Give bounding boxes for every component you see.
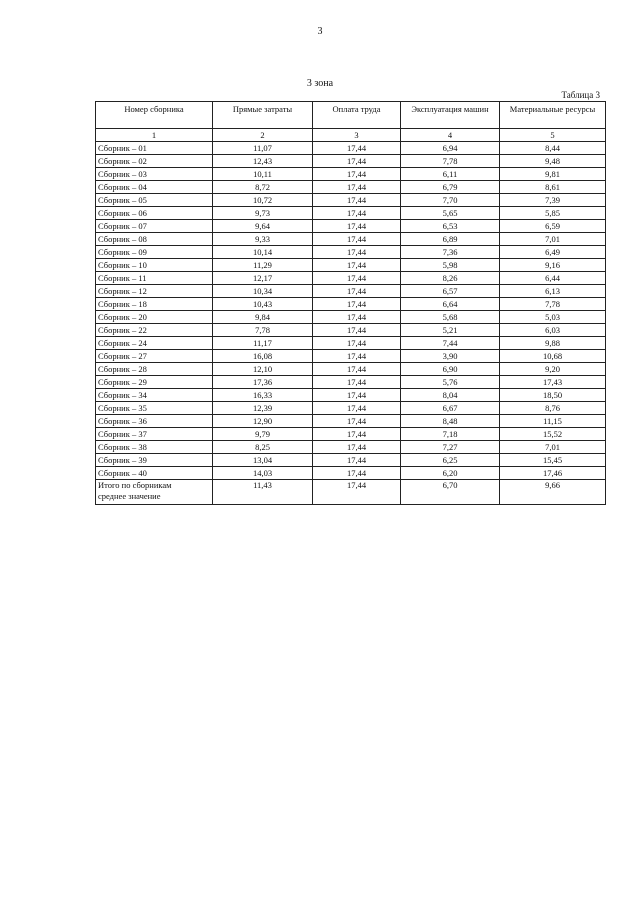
value-cell: 9,33 — [213, 233, 313, 246]
table-body — [96, 142, 606, 480]
value-cell: 10,72 — [213, 194, 313, 207]
column-number: 4 — [401, 129, 500, 142]
collection-name-cell: Сборник – 04 — [96, 181, 213, 194]
collection-name-cell: Сборник – 34 — [96, 389, 213, 402]
collection-name-cell: Сборник – 29 — [96, 376, 213, 389]
value-cell: 5,98 — [401, 259, 500, 272]
value-cell: 17,44 — [313, 285, 401, 298]
value-cell: 8,76 — [500, 402, 606, 415]
collection-name-cell: Сборник – 35 — [96, 402, 213, 415]
value-cell: 12,39 — [213, 402, 313, 415]
value-cell: 17,44 — [313, 207, 401, 220]
value-cell: 17,44 — [313, 428, 401, 441]
value-cell: 6,79 — [401, 181, 500, 194]
column-number: 5 — [500, 129, 606, 142]
total-label-line2: среднее значение — [98, 491, 161, 501]
collection-name-cell: Сборник – 05 — [96, 194, 213, 207]
value-cell: 9,79 — [213, 428, 313, 441]
value-cell: 8,61 — [500, 181, 606, 194]
value-cell: 17,43 — [500, 376, 606, 389]
table-row — [96, 259, 606, 272]
value-cell: 11,29 — [213, 259, 313, 272]
value-cell: 6,89 — [401, 233, 500, 246]
value-cell: 5,65 — [401, 207, 500, 220]
collection-name-cell: Сборник – 06 — [96, 207, 213, 220]
value-cell: 17,44 — [313, 389, 401, 402]
value-cell: 17,44 — [313, 220, 401, 233]
table-row — [96, 389, 606, 402]
value-cell: 16,08 — [213, 350, 313, 363]
table-row — [96, 311, 606, 324]
collection-name-cell: Сборник – 08 — [96, 233, 213, 246]
value-cell: 6,59 — [500, 220, 606, 233]
value-cell: 12,90 — [213, 415, 313, 428]
total-row — [96, 480, 606, 505]
collection-name-cell: Сборник – 36 — [96, 415, 213, 428]
value-cell: 17,44 — [313, 454, 401, 467]
value-cell: 7,78 — [500, 298, 606, 311]
value-cell: 17,44 — [313, 363, 401, 376]
value-cell: 8,25 — [213, 441, 313, 454]
value-cell: 7,01 — [500, 441, 606, 454]
value-cell: 6,90 — [401, 363, 500, 376]
value-cell: 12,17 — [213, 272, 313, 285]
value-cell: 13,04 — [213, 454, 313, 467]
value-cell: 17,44 — [313, 181, 401, 194]
collection-name-cell: Сборник – 27 — [96, 350, 213, 363]
table-row — [96, 285, 606, 298]
value-cell: 6,20 — [401, 467, 500, 480]
table-row — [96, 467, 606, 480]
page-number: 3 — [317, 26, 323, 37]
collection-name-cell: Сборник – 37 — [96, 428, 213, 441]
zone-title: 3 зона — [306, 78, 334, 89]
table-row — [96, 207, 606, 220]
value-cell: 8,44 — [500, 142, 606, 155]
value-cell: 6,67 — [401, 402, 500, 415]
value-cell: 11,15 — [500, 415, 606, 428]
column-header: Эксплуатация машин — [401, 102, 500, 129]
value-cell: 9,20 — [500, 363, 606, 376]
value-cell: 17,44 — [313, 467, 401, 480]
value-cell: 9,88 — [500, 337, 606, 350]
table-row — [96, 155, 606, 168]
value-cell: 15,45 — [500, 454, 606, 467]
table-row — [96, 272, 606, 285]
value-cell: 11,07 — [213, 142, 313, 155]
value-cell: 17,44 — [313, 415, 401, 428]
total-value: 6,70 — [401, 480, 500, 505]
value-cell: 5,76 — [401, 376, 500, 389]
column-number: 1 — [96, 129, 213, 142]
total-value: 9,66 — [500, 480, 606, 505]
value-cell: 14,03 — [213, 467, 313, 480]
column-header: Материальные ресурсы — [500, 102, 606, 129]
table-row — [96, 298, 606, 311]
value-cell: 6,53 — [401, 220, 500, 233]
value-cell: 17,44 — [313, 233, 401, 246]
value-cell: 7,36 — [401, 246, 500, 259]
total-label-line1: Итого по сборникам — [98, 480, 172, 490]
collection-name-cell: Сборник – 28 — [96, 363, 213, 376]
value-cell: 7,70 — [401, 194, 500, 207]
value-cell: 17,44 — [313, 337, 401, 350]
collection-name-cell: Сборник – 03 — [96, 168, 213, 181]
value-cell: 9,73 — [213, 207, 313, 220]
value-cell: 17,44 — [313, 311, 401, 324]
value-cell: 10,34 — [213, 285, 313, 298]
value-cell: 8,26 — [401, 272, 500, 285]
value-cell: 6,94 — [401, 142, 500, 155]
value-cell: 8,72 — [213, 181, 313, 194]
table-row — [96, 220, 606, 233]
value-cell: 17,44 — [313, 155, 401, 168]
collection-name-cell: Сборник – 01 — [96, 142, 213, 155]
value-cell: 10,14 — [213, 246, 313, 259]
value-cell: 17,44 — [313, 298, 401, 311]
rates-table — [95, 101, 606, 505]
column-header: Номер сборника — [96, 102, 213, 129]
collection-name-cell: Сборник – 10 — [96, 259, 213, 272]
collection-name-cell: Сборник – 02 — [96, 155, 213, 168]
collection-name-cell: Сборник – 12 — [96, 285, 213, 298]
value-cell: 7,78 — [213, 324, 313, 337]
table-row — [96, 441, 606, 454]
table-row — [96, 337, 606, 350]
value-cell: 9,64 — [213, 220, 313, 233]
value-cell: 17,44 — [313, 402, 401, 415]
table-row — [96, 233, 606, 246]
table-row — [96, 428, 606, 441]
value-cell: 5,03 — [500, 311, 606, 324]
header-row — [96, 102, 606, 129]
table-row — [96, 194, 606, 207]
value-cell: 9,84 — [213, 311, 313, 324]
value-cell: 6,44 — [500, 272, 606, 285]
table-row — [96, 402, 606, 415]
total-value: 17,44 — [313, 480, 401, 505]
value-cell: 16,33 — [213, 389, 313, 402]
value-cell: 17,44 — [313, 441, 401, 454]
value-cell: 10,11 — [213, 168, 313, 181]
value-cell: 5,85 — [500, 207, 606, 220]
table-row — [96, 454, 606, 467]
column-number: 3 — [313, 129, 401, 142]
column-number: 2 — [213, 129, 313, 142]
value-cell: 17,44 — [313, 324, 401, 337]
value-cell: 17,44 — [313, 376, 401, 389]
value-cell: 9,16 — [500, 259, 606, 272]
column-header: Оплата труда — [313, 102, 401, 129]
value-cell: 6,57 — [401, 285, 500, 298]
table-row — [96, 363, 606, 376]
value-cell: 9,48 — [500, 155, 606, 168]
collection-name-cell: Сборник – 18 — [96, 298, 213, 311]
value-cell: 7,01 — [500, 233, 606, 246]
collection-name-cell: Сборник – 07 — [96, 220, 213, 233]
value-cell: 17,44 — [313, 168, 401, 181]
collection-name-cell: Сборник – 39 — [96, 454, 213, 467]
collection-name-cell: Сборник – 24 — [96, 337, 213, 350]
collection-name-cell: Сборник – 40 — [96, 467, 213, 480]
value-cell: 12,43 — [213, 155, 313, 168]
value-cell: 5,68 — [401, 311, 500, 324]
value-cell: 5,21 — [401, 324, 500, 337]
value-cell: 17,44 — [313, 194, 401, 207]
value-cell: 11,17 — [213, 337, 313, 350]
value-cell: 10,43 — [213, 298, 313, 311]
column-number-row — [96, 129, 606, 142]
value-cell: 6,64 — [401, 298, 500, 311]
value-cell: 18,50 — [500, 389, 606, 402]
value-cell: 10,68 — [500, 350, 606, 363]
value-cell: 7,44 — [401, 337, 500, 350]
value-cell: 9,81 — [500, 168, 606, 181]
value-cell: 17,44 — [313, 259, 401, 272]
collection-name-cell: Сборник – 22 — [96, 324, 213, 337]
collection-name-cell: Сборник – 20 — [96, 311, 213, 324]
value-cell: 12,10 — [213, 363, 313, 376]
value-cell: 6,13 — [500, 285, 606, 298]
table-row — [96, 142, 606, 155]
table-row — [96, 350, 606, 363]
table-row — [96, 324, 606, 337]
value-cell: 17,36 — [213, 376, 313, 389]
value-cell: 15,52 — [500, 428, 606, 441]
table-row — [96, 181, 606, 194]
value-cell: 6,25 — [401, 454, 500, 467]
total-label — [96, 480, 213, 505]
table-row — [96, 168, 606, 181]
collection-name-cell: Сборник – 38 — [96, 441, 213, 454]
value-cell: 6,49 — [500, 246, 606, 259]
value-cell: 17,44 — [313, 350, 401, 363]
value-cell: 7,27 — [401, 441, 500, 454]
value-cell: 7,39 — [500, 194, 606, 207]
collection-name-cell: Сборник – 09 — [96, 246, 213, 259]
value-cell: 6,03 — [500, 324, 606, 337]
value-cell: 7,78 — [401, 155, 500, 168]
value-cell: 7,18 — [401, 428, 500, 441]
value-cell: 3,90 — [401, 350, 500, 363]
value-cell: 17,44 — [313, 272, 401, 285]
value-cell: 17,46 — [500, 467, 606, 480]
table-row — [96, 246, 606, 259]
value-cell: 17,44 — [313, 246, 401, 259]
value-cell: 8,48 — [401, 415, 500, 428]
table-row — [96, 415, 606, 428]
value-cell: 8,04 — [401, 389, 500, 402]
table-caption: Таблица 3 — [561, 90, 600, 100]
value-cell: 17,44 — [313, 142, 401, 155]
column-header: Прямые затраты — [213, 102, 313, 129]
total-value: 11,43 — [213, 480, 313, 505]
table-row — [96, 376, 606, 389]
value-cell: 6,11 — [401, 168, 500, 181]
collection-name-cell: Сборник – 11 — [96, 272, 213, 285]
